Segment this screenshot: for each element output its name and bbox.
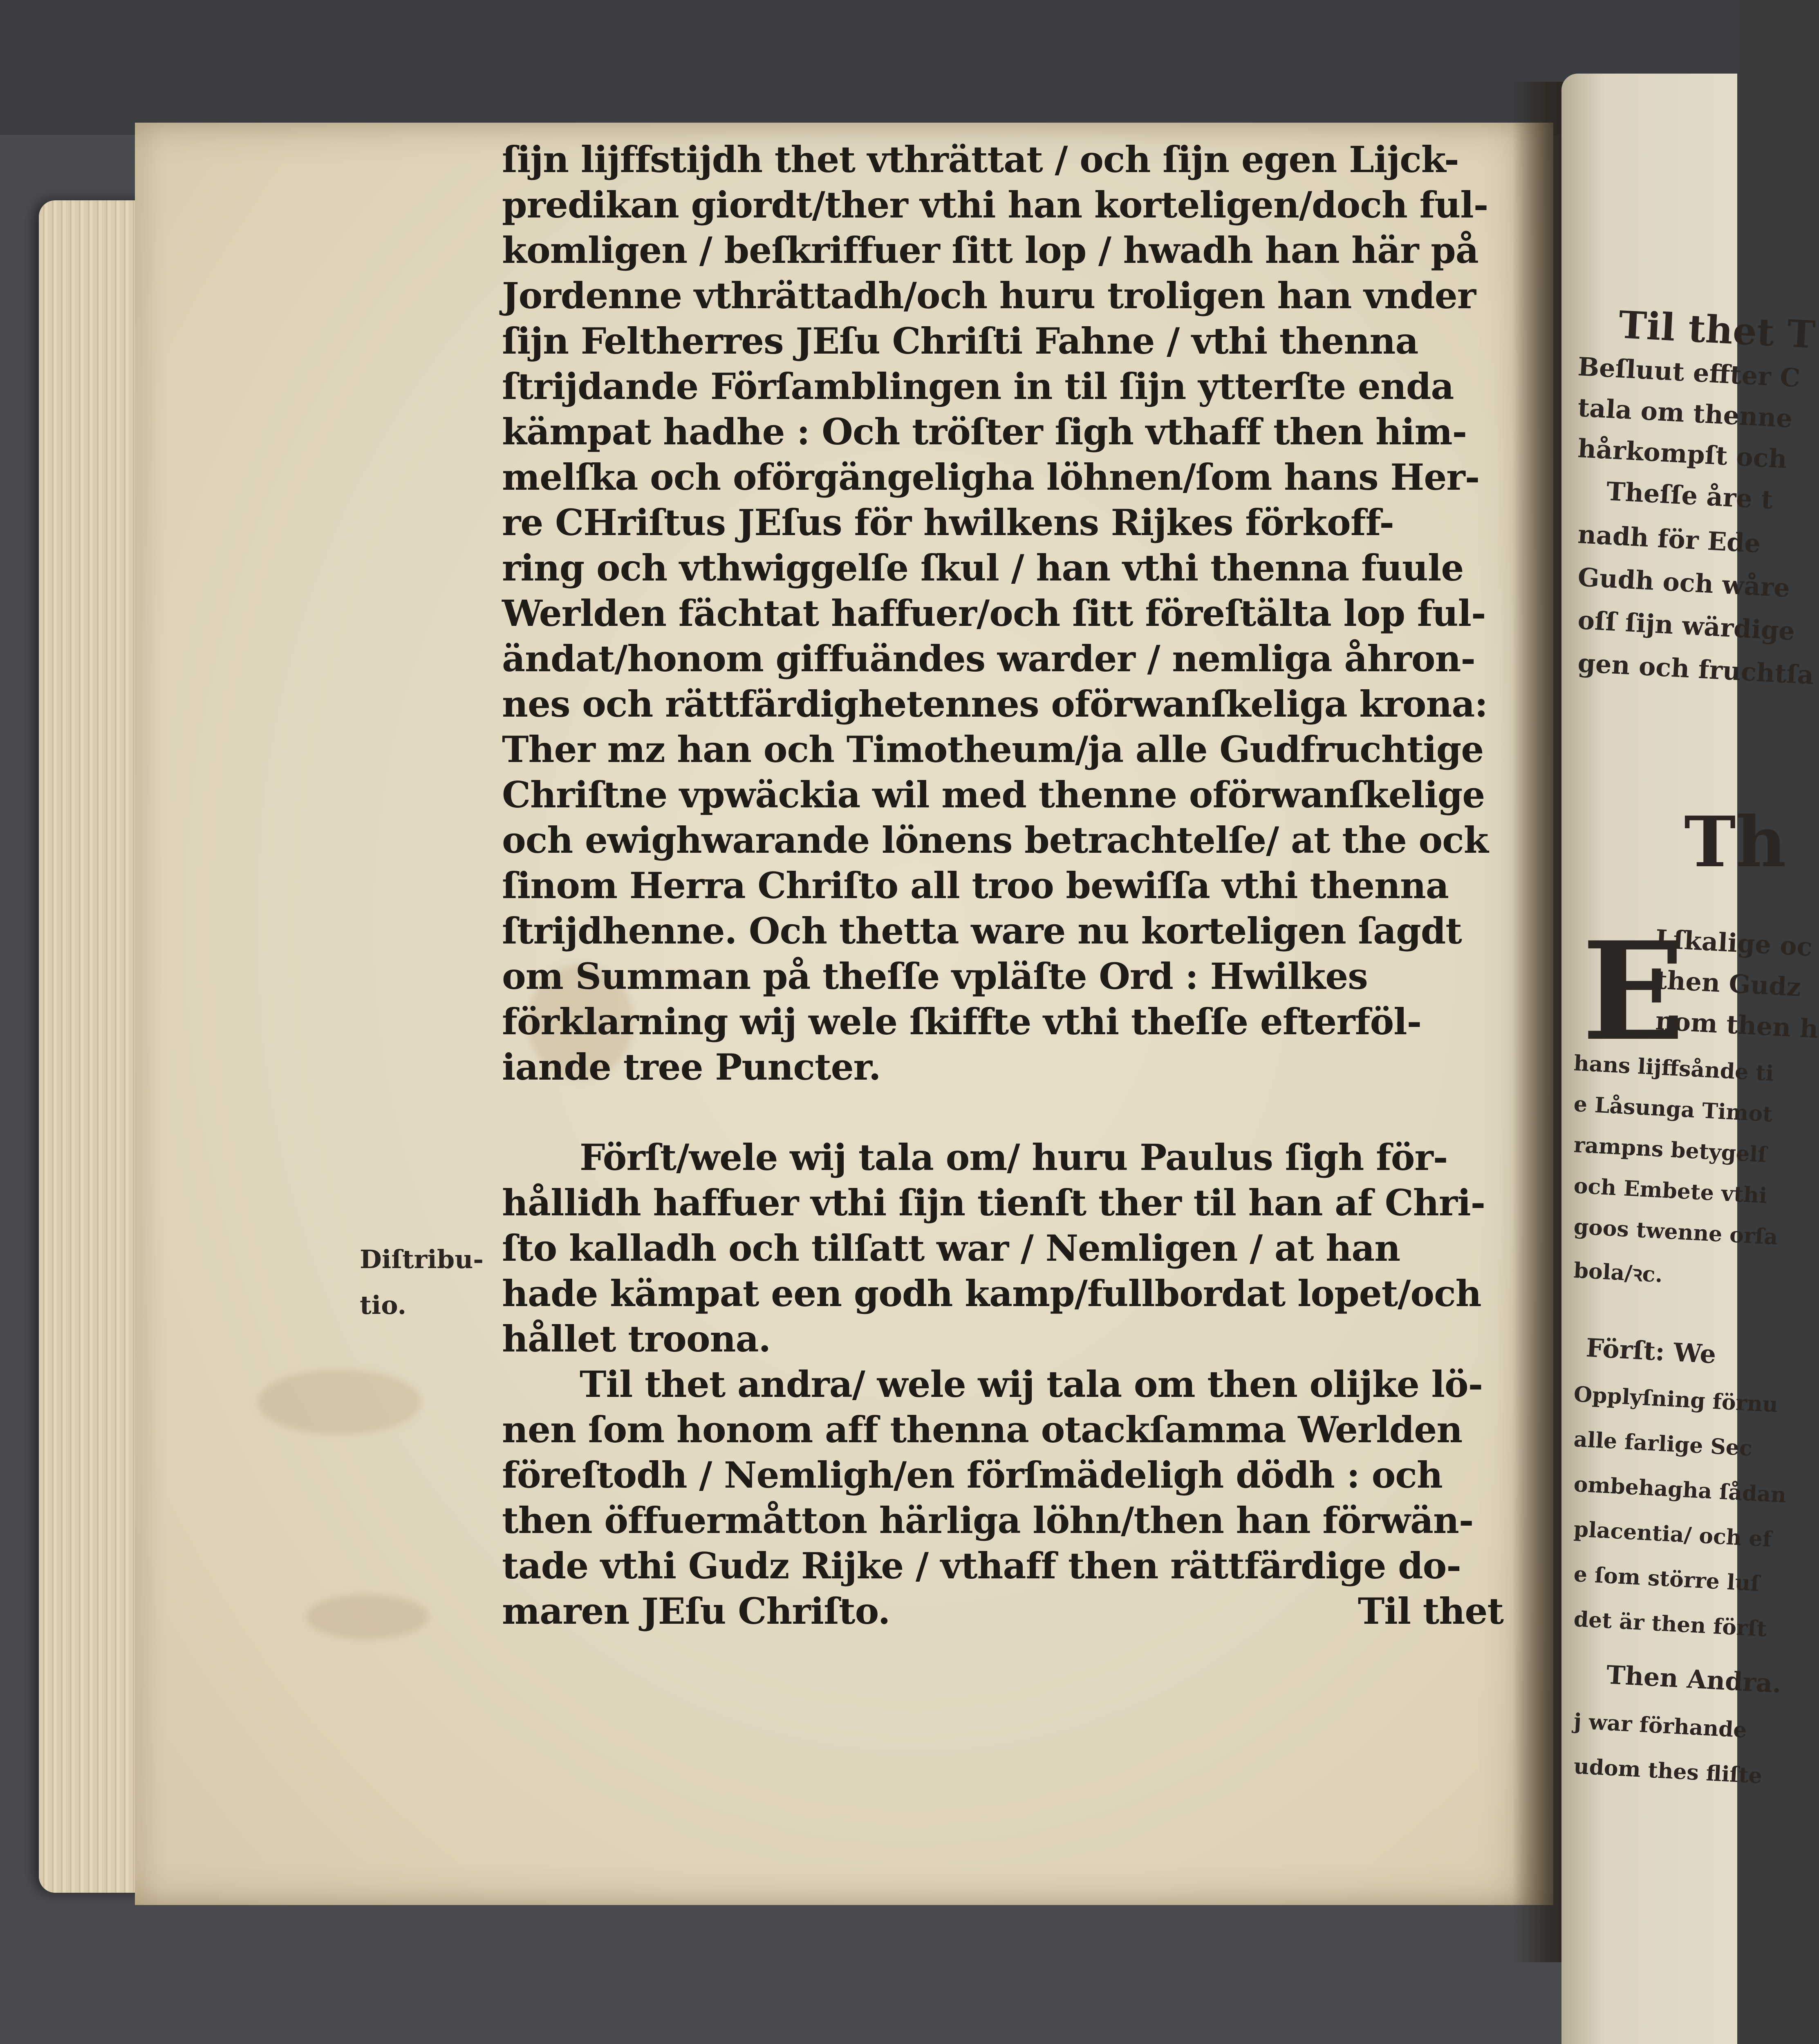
text-line: ſijn Feltherres JEſu Chriſti Fahne / vthi thenna	[502, 320, 1418, 362]
text-line: kämpat hadhe : Och tröſter ſigh vthaff then him-	[502, 410, 1467, 453]
text-line: Ther mz han och Timotheum/ja alle Gudfruchtige	[502, 728, 1484, 771]
text-line: komligen / beſkriffuer ſitt lop / hwadh han här på	[502, 229, 1478, 271]
text-line: föreſtodh / Nemligh/en förſmädeligh dödh : och	[502, 1454, 1443, 1496]
margin-note-line: Diſtribu-	[360, 1244, 484, 1274]
text-line: ändat/honom giffuändes warder / nemliga åhron-	[502, 637, 1475, 680]
right-heading: Th	[1684, 801, 1787, 883]
right-text-line: och Embete vthi	[1573, 1173, 1768, 1208]
right-text-line: goos twenne orſa	[1573, 1214, 1779, 1250]
text-line: nen ſom honom aff thenna otackſamma Werlden	[502, 1408, 1463, 1451]
text-line: ring och vthwiggelſe ſkul / han vthi thenna fuule	[502, 547, 1464, 589]
text-line: ſtrijdhenne. Och thetta ware nu korteligen ſagdt	[502, 910, 1462, 952]
right-text-line: nadh för Ede	[1577, 519, 1761, 559]
text-line: Jordenne vthrättadh/och huru troligen han vnder	[502, 274, 1476, 317]
right-text-line: nom then h	[1655, 1006, 1819, 1044]
last-line	[502, 1589, 1503, 1634]
text-line-end: maren JEſu Chriſto.	[502, 1590, 890, 1632]
page-stain	[307, 1594, 429, 1639]
right-text-line: hårkompſt och	[1577, 433, 1788, 474]
text-line: then öffuermåtton härliga löhn/then han förwän-	[502, 1499, 1474, 1542]
text-line: om Summan på theſſe vpläſte Ord : Hwilkes	[502, 955, 1368, 997]
text-line: iande tree Puncter.	[502, 1046, 881, 1088]
right-text-line: j war förhande	[1573, 1709, 1748, 1743]
right-text-line: e ſom större luſ	[1573, 1562, 1761, 1596]
text-line: predikan giordt/ther vthi han korteligen/doch ful-	[502, 184, 1488, 226]
right-text-line: hans lijffsånde ti	[1573, 1051, 1774, 1086]
text-line: ſtrijdande Förſamblingen in til ſijn ytterſte enda	[502, 365, 1454, 408]
right-text-line: then Gudz	[1655, 965, 1802, 1002]
text-line: nes och rättfärdighetennes oförwanſkeliga krona:	[502, 683, 1487, 725]
right-page	[1561, 74, 1819, 2044]
right-text-line: placentia/ och ef	[1573, 1517, 1772, 1552]
right-text-line: rampns betygelſ	[1573, 1132, 1767, 1168]
text-line: ſijn lijffstijdh thet vthrättat / och ſijn egen Lijck-	[502, 138, 1459, 181]
margin-note	[360, 1237, 484, 1328]
text-line: hållet troona.	[502, 1318, 771, 1360]
right-text-line: Lſkalige oc	[1655, 924, 1813, 962]
right-text-line: Beſluut effter C	[1577, 352, 1801, 393]
right-text-line: gen och fruchtſa	[1577, 648, 1815, 690]
right-text-line: Förſt: We	[1585, 1333, 1717, 1369]
text-line: och ewighwarande lönens betrachtelſe/ at the ock	[502, 819, 1488, 861]
right-text-line: Theſſe åre t	[1606, 476, 1774, 515]
text-line: Chriſtne vpwäckia wil med thenne oförwanſkelige	[502, 773, 1485, 816]
margin-note-line: tio.	[360, 1290, 407, 1320]
drop-capital: E	[1582, 912, 1685, 1071]
main-text-block	[502, 137, 1503, 1634]
paragraph-gap	[502, 1090, 1503, 1135]
right-text-line: Then Andra.	[1606, 1660, 1782, 1699]
right-text-line: alle farlige Sec	[1573, 1427, 1753, 1461]
page-stain	[258, 1369, 421, 1435]
right-text-line: e Låsunga Timot	[1573, 1091, 1773, 1127]
catchword: Til thet	[1358, 1590, 1503, 1632]
right-text-line: Til thet T	[1617, 303, 1817, 357]
text-line: tade vthi Gudz Rijke / vthaff then rättfärdige do-	[502, 1544, 1461, 1587]
right-text-line: Opplyſning förnu	[1573, 1382, 1779, 1418]
text-line: Förſt/wele wij tala om/ huru Paulus ſigh för-	[580, 1136, 1448, 1179]
right-text-line: Gudh och wåre	[1577, 562, 1791, 603]
text-line: melſka och oförgängeligha löhnen/ſom hans Her-	[502, 456, 1480, 498]
text-line: förklarning wij wele ſkiffte vthi theſſe efterföl-	[502, 1000, 1422, 1043]
text-line: ſinom Herra Chriſto all troo bewiſſa vthi thenna	[502, 864, 1449, 907]
book-gutter-shadow	[1512, 82, 1570, 1962]
right-text-line: ombehagha ſådan	[1573, 1472, 1787, 1508]
text-line: hållidh haffuer vthi ſijn tienſt ther til han af Chri-	[502, 1181, 1485, 1224]
right-text-line: bola/ꝛc.	[1573, 1258, 1664, 1288]
text-line: re CHriſtus JEſus för hwilkens Rijkes förkoff-	[502, 501, 1394, 544]
text-line: hade kämpat een godh kamp/fullbordat lopet/och	[502, 1272, 1481, 1315]
text-line: Til thet andra/ wele wij tala om then olijke lö-	[580, 1363, 1483, 1405]
right-page-text	[1561, 74, 1819, 2044]
right-text-line: det är then förſt	[1573, 1607, 1767, 1642]
text-line: ſto kalladh och tilſatt war / Nemligen / at han	[502, 1227, 1400, 1269]
text-line: Werlden fächtat haffuer/och ſitt föreſtälta lop ful-	[502, 592, 1486, 634]
right-text-line: oſſ ſijn wärdige	[1577, 605, 1796, 646]
right-text-line: tala om thenne	[1577, 392, 1793, 434]
right-text-line: udom thes fliſte	[1573, 1754, 1763, 1789]
